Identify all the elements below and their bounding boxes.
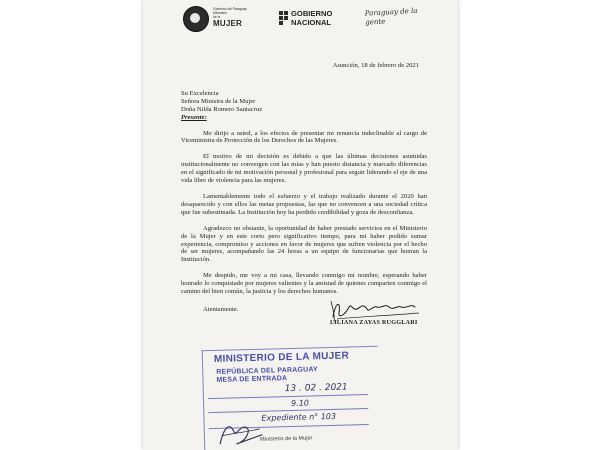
letter-page: [143, 0, 458, 450]
addressee-line: Doña Nilda Romero Santacruz: [181, 105, 263, 113]
gobierno-nacional-text: [291, 10, 332, 27]
paragraph: Me dirijo a usted, a los efectos de presentar mi renuncia indeclinable al cargo de Viceministra de Protección de los Derechos de las Mujeres.: [181, 129, 427, 145]
paragraph: El motivo de mi decisión es debido a que las últimas decisiones asumidas institucionalmente no convergen con las mías y han puesto distancia y marcado diferencias en el significado de mi motivación personal y profesional para seguir liderando el eje de una vida libre de violencia para las mujeres.: [181, 153, 427, 185]
stamp-footer: Ministerio de la Mujer: [259, 435, 313, 443]
handwritten-date: 13 . 02 . 2021: [284, 382, 348, 395]
addressee-line: Señora Ministra de la Mujer: [181, 97, 256, 105]
letter-body: [181, 62, 427, 314]
stamp-line: REPÚBLICA DEL PARAGUAY: [216, 366, 318, 376]
handwritten-number: Expediente n° 103: [261, 411, 337, 423]
addressee-block: [181, 90, 427, 122]
paragraph: Lamentablemente todo el esfuerzo y el trabajo realizado durante el 2020 han desaparecido y con ellos las metas propuestas, las que no convencen a una sociedad crítica que fue subestimada. La Institución hoy ha perdido credibilidad y goza de desconfianza.: [181, 192, 427, 216]
paragraph: Me despido, me voy a mi casa, llevando conmigo mi nombre, esperando haber honrado lo conquistado por mujeres valientes y la amistad de quienes comparten conmigo el camino del bien común, la justicia y los derechos humanos.: [181, 272, 427, 296]
stamp-title: MINISTERIO DE LA MUJER: [213, 350, 350, 365]
gobierno-line-2: NACIONAL: [291, 17, 332, 27]
national-seal-icon: [183, 6, 209, 32]
ministry-name: MUJER: [213, 19, 243, 28]
signer-name: LILIANA ZAYAS RUGGLARI: [330, 319, 418, 326]
stamp-initials: [215, 417, 266, 450]
ministry-logo: [213, 7, 247, 28]
signature-area: [143, 295, 458, 335]
letterhead: [143, 0, 458, 34]
stamp-line: MESA DE ENTRADA: [216, 375, 288, 384]
seal-center: [190, 13, 200, 23]
closing: Atentamente.: [203, 305, 239, 313]
slogan: Paraguay de la gente: [364, 6, 418, 27]
salutation: Presente:: [181, 113, 207, 121]
paragraph: Agradezco no obstante, la oportunidad de haber prestado servicios en el Ministerio de la Mujer y en este corto pero significativo tiempo, para mi haber podido sumar experiencia, compromiso y acciones en favor de mujeres que sufren violencia por el hecho de ser mujeres, acompañando las 24 horas a un equipo de funcionarias que honran la Institución.: [181, 224, 427, 264]
reception-stamp: [202, 346, 380, 450]
gobierno-nacional-logo-icon: [279, 11, 289, 25]
letter-date: Asunción, 18 de febrero de 2021: [332, 62, 419, 69]
gobierno-line-1: GOBIERNO: [291, 9, 333, 18]
ministry-small-text: Gobierno del Paraguay Ministerio de la: [213, 7, 247, 19]
addressee-line: Su Excelencia: [181, 89, 219, 97]
handwritten-time: 9.10: [290, 398, 310, 408]
